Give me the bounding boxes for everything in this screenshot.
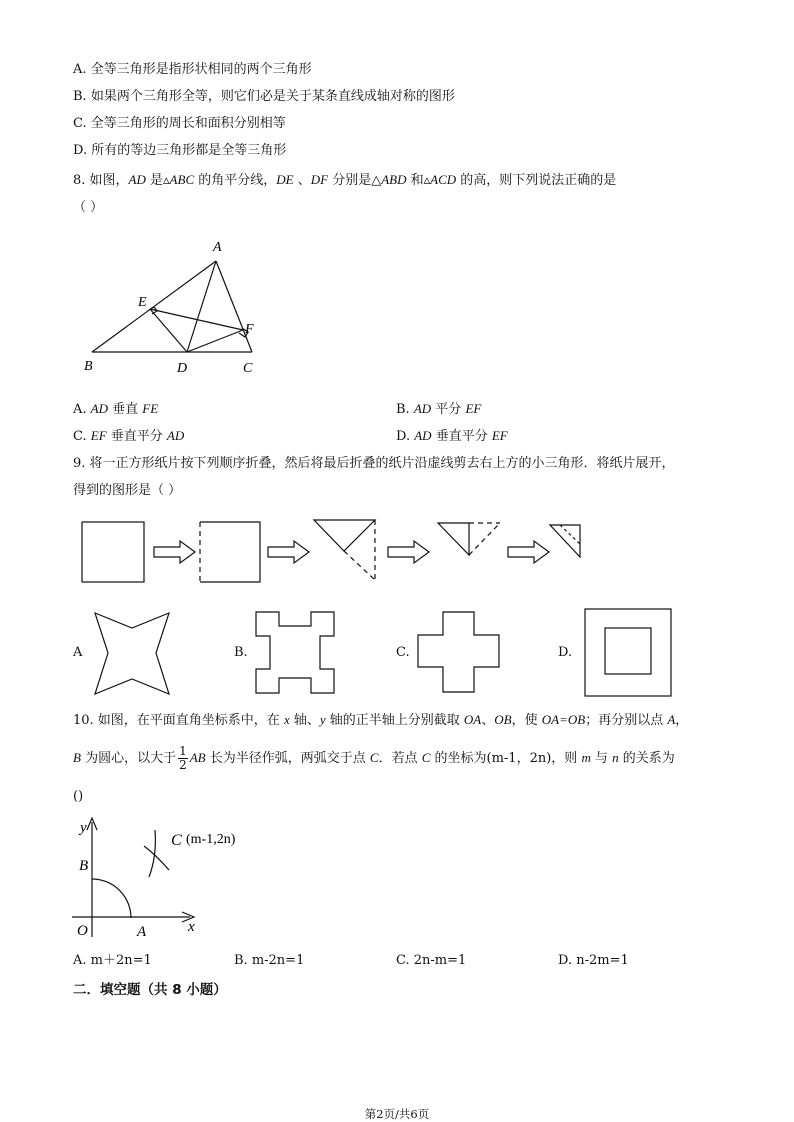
option-d-inner-square bbox=[605, 628, 651, 674]
arrow-2-icon bbox=[268, 541, 309, 563]
label-c: C bbox=[171, 832, 182, 849]
segment-ed bbox=[150, 309, 187, 352]
fold-step-4-dashed-d bbox=[469, 523, 500, 555]
arc-ab bbox=[92, 879, 131, 918]
option-b-shape bbox=[256, 612, 334, 693]
q10-option-a: A. m＋2n=1 bbox=[73, 953, 152, 968]
q10-coordinate-figure bbox=[70, 812, 260, 942]
segment-ad bbox=[187, 261, 216, 352]
arc-c-1 bbox=[144, 846, 169, 870]
page-footer: 第2页/共6页 bbox=[364, 1107, 430, 1121]
label-e: E bbox=[138, 295, 147, 310]
fold-step-3-shape bbox=[314, 520, 375, 551]
arrow-4-icon bbox=[508, 541, 549, 563]
q10-option-b: B. m-2n=1 bbox=[234, 953, 305, 968]
label-b: B bbox=[79, 858, 89, 874]
q7-option-a: A. 全等三角形是指形状相同的两个三角形 bbox=[73, 62, 312, 77]
fold-step-1-square bbox=[82, 522, 144, 582]
q9-stem-line1: 9. 将一正方形纸片按下列顺序折叠，然后将最后折叠的纸片沿虚线剪去右上方的小三角形．将纸片展开， bbox=[73, 456, 675, 471]
label-y: y bbox=[80, 820, 87, 836]
q8-option-a: A. AD 垂直 FE bbox=[73, 401, 159, 417]
arrow-3-icon bbox=[388, 541, 429, 563]
label-f: F bbox=[245, 322, 254, 337]
q8-stem: 8. 如图，AD 是▵ABC 的角平分线，DE 、DF 分别是△ABD 和▵ACD 的高，则下列说法正确的是 bbox=[73, 172, 617, 188]
label-x: x bbox=[188, 919, 195, 935]
fold-step-5-cut-line bbox=[560, 525, 580, 544]
q7-option-d: D. 所有的等边三角形都是全等三角形 bbox=[73, 143, 287, 158]
q9-option-d-label: D. bbox=[558, 645, 573, 660]
fold-step-2-shape bbox=[200, 522, 260, 582]
q8-triangle-figure bbox=[80, 234, 270, 379]
q9-folding-sequence bbox=[70, 510, 600, 600]
segment-df bbox=[187, 330, 243, 352]
arrow-1-icon bbox=[154, 541, 195, 563]
q10-option-d: D. n-2m=1 bbox=[558, 953, 629, 968]
q10-answer-paren: () bbox=[73, 789, 84, 804]
q8-option-b: B. AD 平分 EF bbox=[396, 401, 482, 417]
fold-step-3-dashed-d bbox=[344, 551, 375, 580]
q10-stem-line2: B 为圆心，以大于 $\frac{1}{2}$ AB 长为半径作弧，两弧交于点 C．若点 C 的坐标为(m-1，2n)，则 m 与 n 的关系为 bbox=[73, 744, 675, 772]
q9-option-c-label: C. bbox=[396, 645, 410, 660]
segment-ef bbox=[150, 309, 243, 330]
option-c-shape bbox=[418, 612, 499, 692]
fraction-one-half: $\frac{1}{2}$ bbox=[179, 744, 187, 772]
q9-answer-shapes bbox=[85, 606, 685, 706]
q10-stem-line1: 10. 如图，在平面直角坐标系中，在 x 轴、y 轴的正半轴上分别截取 OA、OB，使 OA=OB；再分别以点 A， bbox=[73, 712, 689, 728]
q9-stem-line2: 得到的图形是（ ） bbox=[73, 483, 182, 498]
q8-option-c: C. EF 垂直平分 AD bbox=[73, 428, 185, 444]
option-d-outer-square bbox=[585, 609, 671, 696]
q7-option-c: C. 全等三角形的周长和面积分别相等 bbox=[73, 116, 286, 131]
option-a-shape bbox=[95, 613, 169, 694]
q8-answer-paren: （ ） bbox=[73, 200, 104, 215]
q9-option-a-label: A bbox=[73, 645, 83, 660]
fold-step-4-shape bbox=[438, 523, 469, 555]
label-a: A bbox=[137, 924, 147, 940]
q9-option-b-label: B. bbox=[234, 645, 248, 660]
label-a: A bbox=[213, 240, 222, 255]
section-title: 二．填空题（共 8 小题） bbox=[73, 982, 227, 998]
label-c: C bbox=[243, 361, 253, 376]
q8-option-d: D. AD 垂直平分 EF bbox=[396, 428, 508, 444]
label-o: O bbox=[77, 923, 88, 939]
label-d: D bbox=[177, 361, 188, 376]
label-c-coordinate: (m-1,2n) bbox=[186, 832, 236, 847]
q7-option-b: B. 如果两个三角形全等，则它们必是关于某条直线成轴对称的图形 bbox=[73, 89, 455, 104]
q10-option-c: C. 2n-m=1 bbox=[396, 953, 467, 968]
label-b: B bbox=[84, 359, 93, 374]
